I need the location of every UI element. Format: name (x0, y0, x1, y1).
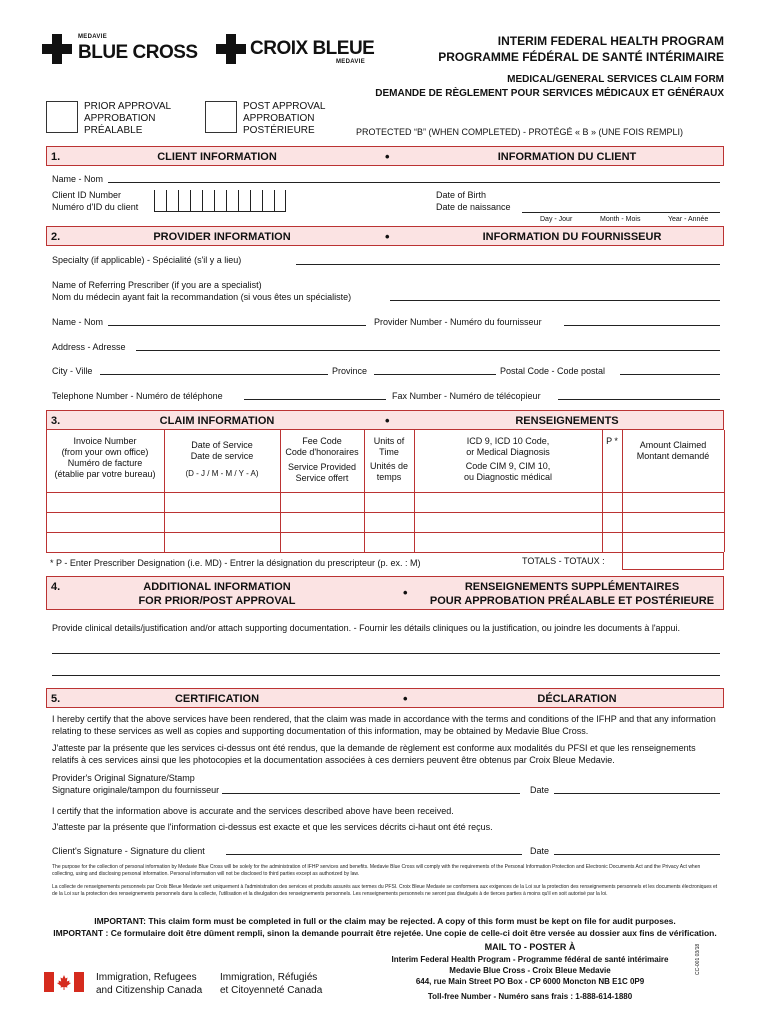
clinical-details-line[interactable] (52, 653, 720, 654)
city-label: City - Ville (52, 366, 93, 376)
header-line: Units of (373, 436, 405, 446)
section-title-fr-1: RENSEIGNEMENTS SUPPLÉMENTAIRES (464, 581, 680, 593)
provider-signature-field[interactable] (222, 793, 520, 794)
specialty-label: Specialty (if applicable) - Spécialité (s'il y a lieu) (52, 255, 242, 265)
section-title-fr: RENSEIGNEMENTS (515, 415, 619, 427)
prior-approval-checkbox[interactable] (46, 101, 78, 133)
col-date-header (164, 440, 280, 479)
section-4-header (46, 576, 724, 610)
header-line: Code CIM 9, CIM 10, (465, 461, 551, 471)
provider-date-label: Date (530, 785, 550, 795)
certification-text-fr: J'atteste par la présente que les services ci-dessus ont été rendus, que la demande de règlement est conforme aux modalités du PFSI et que les renseignements relatifs à ces services ainsi que les photocopies et la documentation associées à ces derniers peuvent être obtenus par Croix Bleue Medavie. (52, 743, 696, 765)
section-title-en: CLAIM INFORMATION (159, 415, 275, 427)
client-id-digit[interactable] (190, 190, 202, 212)
client-name-field[interactable] (108, 182, 720, 183)
section-title-en-1: ADDITIONAL INFORMATION (143, 581, 291, 593)
totals-label: TOTALS - TOTAUX : (522, 556, 605, 566)
form-title-fr: DEMANDE DE RÈGLEMENT POUR SERVICES MÉDICAUX ET GÉNÉRAUX (375, 88, 724, 99)
client-id-digit[interactable] (166, 190, 178, 212)
section-title-en: CERTIFICATION (174, 693, 260, 705)
prior-approval-line2: APPROBATION (84, 113, 156, 124)
row-divider (46, 492, 724, 493)
header-line: (établie par votre bureau) (54, 469, 156, 479)
provider-number-label: Provider Number - Numéro du fournisseur (374, 317, 542, 327)
section-bullet: • (385, 149, 390, 164)
client-name-label: Name - Nom (52, 174, 104, 184)
section-title-fr: INFORMATION DU FOURNISSEUR (482, 231, 662, 243)
header-line: Date of Service (191, 440, 253, 450)
specialty-field[interactable] (296, 264, 720, 265)
provider-name-label: Name - Nom (52, 317, 104, 327)
dob-year-label: Year - Année (668, 216, 709, 223)
telephone-field[interactable] (244, 399, 386, 400)
section-number: 2. (51, 231, 61, 243)
medavie-bluecross-logo (42, 32, 212, 66)
section-1-header (46, 146, 724, 166)
client-id-digit[interactable] (250, 190, 262, 212)
header-line: Fee Code (302, 436, 342, 446)
section-number: 4. (51, 581, 61, 593)
section-bullet: • (385, 229, 390, 244)
client-id-digit[interactable] (226, 190, 238, 212)
header-line: Numéro de facture (67, 458, 143, 468)
client-id-digit[interactable] (178, 190, 190, 212)
section-number: 3. (51, 415, 61, 427)
ircc-name-fr-1: Immigration, Réfugiés (220, 972, 318, 983)
form-title-en: MEDICAL/GENERAL SERVICES CLAIM FORM (507, 74, 724, 85)
dob-day-label: Day - Jour (540, 216, 573, 223)
provider-signature-label-en: Provider's Original Signature/Stamp (52, 773, 195, 783)
section-bullet: • (403, 691, 408, 706)
mail-line: 644, rue Main Street PO Box - CP 6000 Moncton NB E1C 0P9 (415, 977, 645, 986)
post-approval-checkbox[interactable] (205, 101, 237, 133)
row-divider (46, 512, 724, 513)
section-title-en-2: FOR PRIOR/POST APPROVAL (138, 595, 296, 607)
important-notice-en: IMPORTANT: This claim form must be completed in full or the claim may be rejected. A copy of this form must be kept on file for audit purposes. (94, 916, 676, 926)
client-id-digit[interactable] (274, 190, 286, 212)
header-line: Date de service (190, 451, 254, 461)
section-2-header (46, 226, 724, 246)
form-code: CC-001 03/18 (695, 943, 701, 975)
dob-label-en: Date of Birth (436, 190, 487, 200)
col-p-header: P * (606, 436, 618, 446)
prior-approval-line3: PRÉALABLE (84, 125, 143, 136)
ircc-name-fr-2: et Citoyenneté Canada (220, 985, 323, 996)
header-line: Time (379, 447, 399, 457)
logo-croixbleue-text: CROIX BLEUE (250, 38, 375, 59)
logo-bluecross-text: BLUE CROSS (78, 42, 198, 63)
client-id-digit[interactable] (214, 190, 226, 212)
header-line: Amount Claimed (639, 440, 707, 450)
client-id-digit[interactable] (202, 190, 214, 212)
provider-number-field[interactable] (564, 325, 720, 326)
client-id-digit[interactable] (154, 190, 166, 212)
province-field[interactable] (374, 374, 496, 375)
section-3-header (46, 410, 724, 430)
client-signature-field[interactable] (226, 854, 522, 855)
provider-signature-label-fr: Signature originale/tampon du fournisseur (52, 785, 220, 795)
mail-line: Toll-free Number - Numéro sans frais : 1-888-614-1880 (427, 992, 633, 1001)
certification-text-en: I hereby certify that the above services have been rendered, that the claim was made in accordance with the terms and conditions of the IFHP and that any information relating to these services as well as copies and supporting documentation of this information, may be obtained by Medavie Blue Cross. (52, 714, 716, 736)
info-accurate-fr: J'atteste par la présente que l'information ci-dessus est exacte et que les services décrits ci-haut ont été reçus. (52, 822, 493, 832)
header-line: Invoice Number (73, 436, 137, 446)
client-id-label-fr: Numéro d'ID du client (52, 202, 139, 212)
city-field[interactable] (100, 374, 328, 375)
postal-code-label: Postal Code - Code postal (500, 366, 606, 376)
section-title-en: PROVIDER INFORMATION (153, 231, 291, 243)
post-approval-label (243, 101, 325, 137)
client-id-digit[interactable] (238, 190, 250, 212)
totals-field[interactable] (622, 552, 724, 570)
referring-field[interactable] (390, 300, 720, 301)
row-divider (46, 532, 724, 533)
col-icd-header (414, 436, 602, 483)
prescriber-footnote: * P - Enter Prescriber Designation (i.e. MD) - Entrer la désignation du prescripteur (p. ex. : M) (50, 558, 421, 568)
postal-code-field[interactable] (620, 374, 720, 375)
table-border (724, 430, 725, 552)
header-line: (D - J / M - M / Y - A) (185, 469, 259, 478)
mail-line: Interim Federal Health Program - Programme fédéral de santé intérimaire (391, 955, 669, 964)
column-divider (602, 430, 603, 552)
program-title-fr: PROGRAMME FÉDÉRAL DE SANTÉ INTÉRIMAIRE (438, 50, 724, 64)
prior-approval-label (84, 101, 171, 137)
croixbleue-logo (216, 32, 386, 66)
clinical-details-label: Provide clinical details/justification and/or attach supporting documentation. - Fournir les détails cliniques ou la justification, ou joindre les documents à l'appui. (52, 623, 681, 633)
privacy-notice-en: The purpose for the collection of personal information by Medavie Blue Cross will be solely for the administration of IFHP services and benefits. Medavie Blue Cross will comply with the requirements of the Personal Information Protection and Electronic Documents Act and the Privacy Act when collecting, using and disclosing personal information. Personal information will not be disclosed to third parties except as authorized by law. (52, 864, 701, 877)
province-label: Province (332, 366, 368, 376)
client-id-digit[interactable] (262, 190, 274, 212)
protected-notice: PROTECTED “B” (WHEN COMPLETED) - PROTÉGÉ « B » (UNE FOIS REMPLI) (356, 127, 684, 137)
section-bullet: • (385, 413, 390, 428)
canada-flag-icon (44, 972, 84, 992)
header-line: or Medical Diagnosis (466, 447, 550, 457)
section-title-fr-2: POUR APPROBATION PRÉALABLE ET POSTÉRIEURE (429, 595, 715, 607)
header-line: (from your own office) (61, 447, 149, 457)
header-line: temps (376, 472, 402, 482)
ircc-name-en-1: Immigration, Refugees (96, 972, 197, 983)
ircc-name-en-2: and Citizenship Canada (96, 985, 203, 996)
dob-month-label: Month - Mois (600, 216, 641, 223)
dob-field[interactable] (522, 212, 720, 213)
important-notice-fr: IMPORTANT : Ce formulaire doit être dûment rempli, sinon la demande pourrait être rejetée. Une copie de celle-ci doit être versée au dossier aux fins de vérification. (53, 928, 717, 938)
referring-label-fr: Nom du médecin ayant fait la recommandation (si vous êtes un spécialiste) (52, 292, 352, 302)
dob-label-fr: Date de naissance (436, 202, 511, 212)
post-approval-line2: APPROBATION (243, 113, 315, 124)
clinical-details-line[interactable] (52, 675, 720, 676)
header-line: Service offert (295, 473, 349, 483)
col-amount-header (622, 440, 724, 462)
client-date-label: Date (530, 846, 550, 856)
address-field[interactable] (136, 350, 720, 351)
header-line: Service Provided (287, 462, 357, 472)
address-label: Address - Adresse (52, 342, 126, 352)
header-line: ou Diagnostic médical (463, 472, 553, 482)
cross-icon (42, 34, 72, 64)
col-fee-header (280, 436, 364, 484)
client-signature-label: Client's Signature - Signature du client (52, 846, 205, 856)
header-line: Unités de (369, 461, 409, 471)
mail-to-heading: MAIL TO - POSTER À (484, 942, 576, 952)
logo-medavie-text: MEDAVIE (78, 34, 107, 40)
prior-approval-line1: PRIOR APPROVAL (84, 101, 172, 112)
fax-label: Fax Number - Numéro de télécopieur (392, 391, 541, 401)
logo-medavie-text: MEDAVIE (336, 59, 365, 65)
program-title-en: INTERIM FEDERAL HEALTH PROGRAM (497, 34, 724, 48)
header-line: ICD 9, ICD 10 Code, (466, 436, 550, 446)
referring-label-en: Name of Referring Prescriber (if you are a specialist) (52, 280, 262, 290)
client-id-label-en: Client ID Number (52, 190, 122, 200)
post-approval-line3: POSTÉRIEURE (243, 125, 315, 136)
col-units-header (364, 436, 414, 483)
mail-line: Medavie Blue Cross - Croix Bleue Medavie (449, 966, 611, 975)
section-title-fr: INFORMATION DU CLIENT (497, 151, 637, 163)
header-line: Montant demandé (636, 451, 710, 461)
mail-to-block (360, 942, 700, 1002)
cross-icon (216, 34, 246, 64)
header-line: Code d'honoraires (285, 447, 359, 457)
canada-flag-svg (44, 972, 84, 992)
section-title-fr: DÉCLARATION (537, 693, 617, 705)
col-invoice-header (46, 436, 164, 480)
section-number: 5. (51, 693, 61, 705)
telephone-label: Telephone Number - Numéro de téléphone (52, 391, 223, 401)
provider-name-field[interactable] (108, 325, 366, 326)
info-accurate-en: I certify that the information above is accurate and the services described above have been received. (52, 806, 454, 816)
section-number: 1. (51, 151, 61, 163)
provider-date-field[interactable] (554, 793, 720, 794)
section-title-en: CLIENT INFORMATION (157, 151, 277, 163)
fax-field[interactable] (558, 399, 720, 400)
section-bullet: • (403, 585, 408, 600)
privacy-notice-fr: La collecte de renseignements personnels par Croix Bleue Medavie sert uniquement à l'administration des services et produits assurés aux termes du PFSI. Croix Bleue Medavie se conformera aux exigences de la Loi sur la protection des renseignements personnels et les documents électroniques et de la Loi sur la protection des renseignements personnels dans la collecte, l'utilisation et la divulgation des renseignements personnels. Les renseignements personnels ne seront pas divulgués à de tierces parties à moins qu'il en soit autorisé par la loi. (52, 884, 718, 897)
client-date-field[interactable] (554, 854, 720, 855)
post-approval-line1: POST APPROVAL (243, 101, 326, 112)
section-5-header (46, 688, 724, 708)
